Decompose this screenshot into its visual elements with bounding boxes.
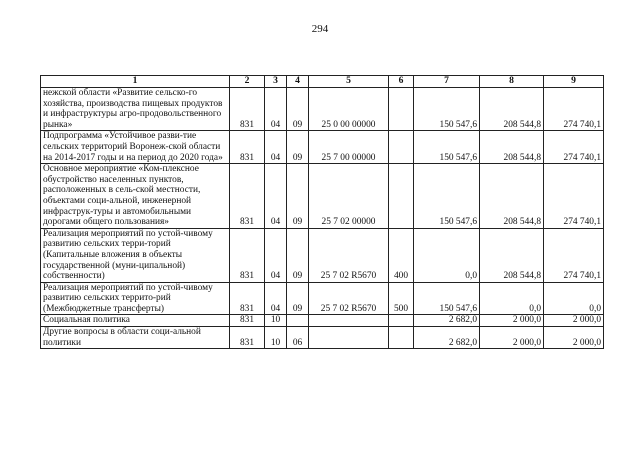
cell-admin: 831 (230, 88, 265, 131)
cell-amount-3: 274 740,1 (544, 131, 604, 164)
header-cell: 1 (41, 76, 230, 88)
cell-target-code (309, 327, 389, 349)
cell-amount-2: 0,0 (480, 282, 544, 315)
cell-section: 04 (265, 88, 287, 131)
table-row (41, 282, 604, 315)
cell-section: 04 (265, 282, 287, 315)
cell-subsection: 09 (287, 131, 309, 164)
cell-amount-2: 2 000,0 (480, 327, 544, 349)
budget-table (40, 75, 604, 349)
cell-subsection: 06 (287, 327, 309, 349)
header-cell: 6 (389, 76, 414, 88)
cell-subsection: 09 (287, 228, 309, 282)
table-row (41, 164, 604, 229)
cell-expense-type (389, 315, 414, 327)
cell-expense-type: 400 (389, 228, 414, 282)
cell-amount-1: 150 547,6 (414, 282, 480, 315)
table-row (41, 228, 604, 282)
cell-amount-1: 150 547,6 (414, 131, 480, 164)
header-cell: 8 (480, 76, 544, 88)
cell-amount-3: 274 740,1 (544, 164, 604, 229)
cell-admin: 831 (230, 282, 265, 315)
row-name: Другие вопросы в области соци-альной политики (41, 327, 230, 349)
cell-amount-1: 150 547,6 (414, 164, 480, 229)
cell-amount-3: 2 000,0 (544, 327, 604, 349)
cell-amount-2: 208 544,8 (480, 131, 544, 164)
cell-amount-2: 208 544,8 (480, 164, 544, 229)
row-name: нежской области «Развитие сельско-го хозяйства, производства пищевых продуктов и инфраструктуры агро-продовольственного рынка» (41, 88, 230, 131)
cell-target-code: 25 7 02 R5670 (309, 282, 389, 315)
cell-expense-type (389, 164, 414, 229)
cell-amount-1: 150 547,6 (414, 88, 480, 131)
header-cell: 2 (230, 76, 265, 88)
cell-subsection: 09 (287, 164, 309, 229)
cell-subsection: 09 (287, 282, 309, 315)
header-cell: 9 (544, 76, 604, 88)
cell-amount-2: 208 544,8 (480, 88, 544, 131)
cell-amount-3: 0,0 (544, 282, 604, 315)
cell-subsection (287, 315, 309, 327)
cell-amount-3: 2 000,0 (544, 315, 604, 327)
cell-section: 10 (265, 327, 287, 349)
cell-amount-1: 2 682,0 (414, 315, 480, 327)
cell-admin: 831 (230, 164, 265, 229)
row-name: Реализация мероприятий по устой-чивому развитию сельских терри-торий (Капитальные вложения в объекты государственной (муни-ципальной) собственности) (41, 228, 230, 282)
table-row (41, 315, 604, 327)
cell-expense-type (389, 88, 414, 131)
header-cell: 4 (287, 76, 309, 88)
cell-target-code: 25 7 02 R5670 (309, 228, 389, 282)
header-cell: 5 (309, 76, 389, 88)
cell-admin: 831 (230, 315, 265, 327)
cell-expense-type (389, 131, 414, 164)
header-cell: 3 (265, 76, 287, 88)
cell-target-code: 25 0 00 00000 (309, 88, 389, 131)
row-name: Социальная политика (41, 315, 230, 327)
cell-amount-1: 0,0 (414, 228, 480, 282)
page-number: 294 (311, 23, 329, 35)
row-name: Основное мероприятие «Ком-плексное обустройство населенных пунктов, расположенных в сель-ской местности, объектами соци-альной, инженерной инфраструк-туры и автомобильными дорогами общего пользования» (41, 164, 230, 229)
cell-target-code (309, 315, 389, 327)
table-row (41, 131, 604, 164)
table-row (41, 327, 604, 349)
cell-amount-2: 2 000,0 (480, 315, 544, 327)
cell-target-code: 25 7 00 00000 (309, 131, 389, 164)
cell-admin: 831 (230, 327, 265, 349)
table-row (41, 88, 604, 131)
cell-section: 04 (265, 131, 287, 164)
cell-section: 04 (265, 164, 287, 229)
cell-expense-type: 500 (389, 282, 414, 315)
cell-amount-1: 2 682,0 (414, 327, 480, 349)
header-cell: 7 (414, 76, 480, 88)
cell-amount-3: 274 740,1 (544, 228, 604, 282)
header-row (41, 76, 604, 88)
cell-section: 04 (265, 228, 287, 282)
cell-admin: 831 (230, 228, 265, 282)
cell-section: 10 (265, 315, 287, 327)
cell-admin: 831 (230, 131, 265, 164)
cell-expense-type (389, 327, 414, 349)
cell-amount-2: 208 544,8 (480, 228, 544, 282)
row-name: Подпрограмма «Устойчивое разви-тие сельских территорий Воронеж-ской области на 2014-2017 годы и на период до 2020 года» (41, 131, 230, 164)
cell-target-code: 25 7 02 00000 (309, 164, 389, 229)
cell-amount-3: 274 740,1 (544, 88, 604, 131)
row-name: Реализация мероприятий по устой-чивому развитию сельских террито-рий (Межбюджетные трансферты) (41, 282, 230, 315)
cell-subsection: 09 (287, 88, 309, 131)
